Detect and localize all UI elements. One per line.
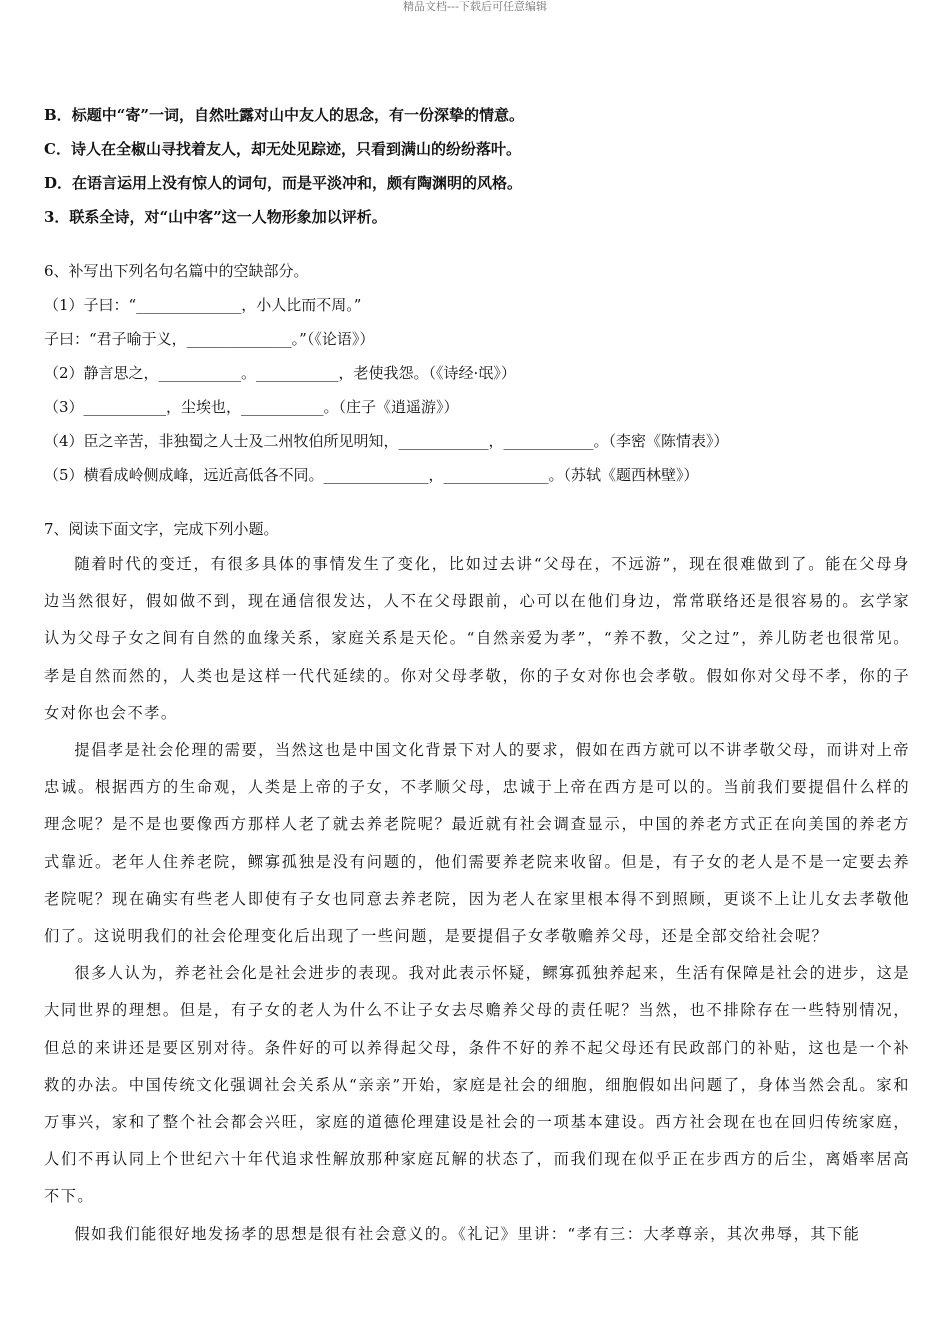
question-6-line-4: （3）___________，尘埃也，___________。（庄子《逍遥游》） bbox=[44, 398, 459, 416]
option-c-text: 诗人在全椒山寻找着友人，却无处见踪迹，只看到满山的纷纷落叶。 bbox=[70, 140, 521, 158]
question-6-line-1: （1）子曰：“______________，小人比而不周。” bbox=[44, 296, 362, 314]
spacer bbox=[44, 234, 910, 254]
question-6-line-5: （4）臣之辛苦，非独蜀之人士及二州牧伯所见明知，____________，____________。（李密《陈情表》） bbox=[44, 432, 729, 450]
option-b-label: B． bbox=[44, 106, 72, 124]
passage-paragraph-2: 提倡孝是社会伦理的需要，当然这也是中国文化背景下对人的要求，假如在西方就可以不讲孝敬父母，而讲对上帝忠诚。根据西方的生命观，人类是上帝的子女，不孝顺父母，忠诚于上帝在西方是可以的。当前我们要提倡什么样的理念呢？是不是也要像西方那样人老了就去养老院呢？最近就有社会调查显示，中国的养老方式正在向美国的养老方式靠近。老年人住养老院，鳏寡孤独是没有问题的，他们需要养老院来收留。但是，有子女的老人是不是一定要去养老院呢？现在确实有些老人即使有子女也同意去养老院，因为老人在家里根本得不到照顾，更谈不上让儿女去孝敬他们了。这说明我们的社会伦理变化后出现了一些问题，是要提倡子女孝敬赡养父母，还是全部交给社会呢？ bbox=[44, 741, 910, 946]
question-6-line-6: （5）横看成岭侧成峰，远近高低各不同。______________，______________。（苏轼《题西林壁》） bbox=[44, 466, 699, 484]
option-d-text: 在语言运用上没有惊人的词句，而是平淡冲和，颇有陶渊明的风格。 bbox=[72, 174, 523, 192]
option-c-label: C． bbox=[44, 140, 71, 158]
document-body bbox=[44, 98, 910, 1253]
page-header: 精品文档---下载后可任意编辑 bbox=[403, 0, 547, 13]
option-b-text: 标题中“寄”一词，自然吐露对山中友人的思念，有一份深挚的情意。 bbox=[71, 106, 524, 124]
spacer bbox=[44, 492, 910, 512]
question-6-line-3: （2）静言思之，___________。___________，老使我怨。（《诗经·氓》） bbox=[44, 364, 516, 382]
option-d-label: D． bbox=[44, 174, 73, 192]
passage-paragraph-4: 假如我们能很好地发扬孝的思想是很有社会意义的。《礼记》里讲：“孝有三：大孝尊亲，其次弗辱，其下能 bbox=[74, 1224, 861, 1243]
option-b bbox=[44, 98, 910, 132]
option-c bbox=[44, 132, 910, 166]
option-d bbox=[44, 166, 910, 200]
question-3: 3．联系全诗，对“山中客”这一人物形象加以评析。 bbox=[44, 208, 387, 226]
question-6-line-2: 子曰：“君子喻于义，______________。”（《论语》） bbox=[44, 330, 375, 348]
passage-paragraph-3: 很多人认为，养老社会化是社会进步的表现。我对此表示怀疑，鳏寡孤独养起来，生活有保障是社会的进步，这是大同世界的理想。但是，有子女的老人为什么不让子女去尽赡养父母的责任呢？当然，也不排除存在一些特别情况，但总的来讲还是要区别对待。条件好的可以养得起父母，条件不好的养不起父母还有民政部门的补贴，这也是一个补救的办法。中国传统文化强调社会关系从“亲亲”开始，家庭是社会的细胞，细胞假如出问题了，身体当然会乱。家和万事兴，家和了整个社会都会兴旺，家庭的道德伦理建设是社会的一项基本建设。西方社会现在也在回归传统家庭，人们不再认同上个世纪六十年代追求性解放那种家庭瓦解的状态了，而我们现在似乎正在步西方的后尘，离婚率居高不下。 bbox=[44, 964, 910, 1206]
question-6-title: 6、补写出下列名句名篇中的空缺部分。 bbox=[44, 262, 309, 280]
passage-paragraph-1: 随着时代的变迁，有很多具体的事情发生了变化，比如过去讲“父母在，不远游”，现在很难做到了。能在父母身边当然很好，假如做不到，现在通信很发达，人不在父母跟前，心可以在他们身边，常常联络还是很容易的。玄学家认为父母子女之间有自然的血缘关系，家庭关系是天伦。“自然亲爱为孝”，“养不教，父之过”，养儿防老也很常见。孝是自然而然的，人类也是这样一代代延续的。你对父母孝敬，你的子女对你也会孝敬。假如你对父母不孝，你的子女对你也会不孝。 bbox=[44, 555, 910, 722]
question-7-title: 7、阅读下面文字，完成下列小题。 bbox=[44, 520, 279, 538]
